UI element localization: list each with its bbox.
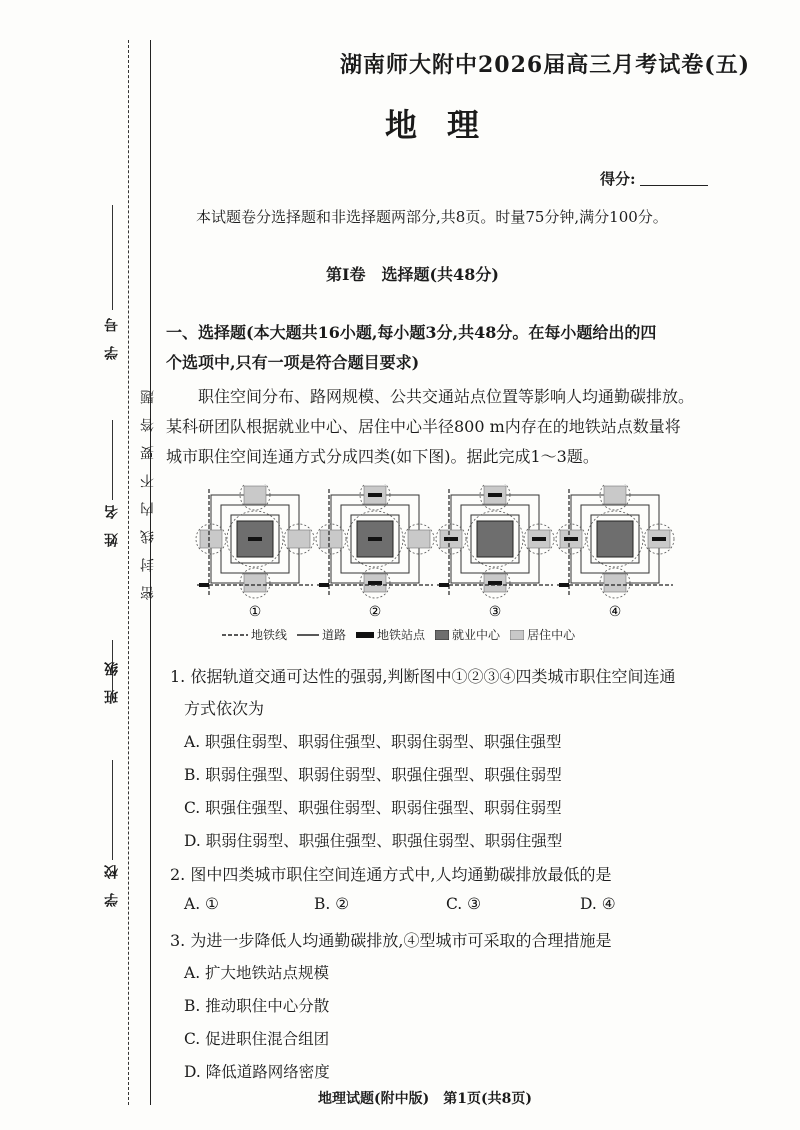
score-label: 得分: [600, 170, 636, 188]
residence-center [408, 530, 430, 548]
question-2-option-c[interactable]: C. ③ [446, 895, 482, 913]
figure-panel-label: ② [368, 604, 382, 620]
question-2-option-a[interactable]: A. ① [184, 895, 219, 913]
student-id-label: 学 号 [104, 318, 120, 360]
question-2-option-b[interactable]: B. ② [314, 895, 350, 913]
legend-residence: 居住中心 [510, 626, 575, 643]
question-3-option-c[interactable]: C. 促进职住混合组团 [184, 1030, 330, 1048]
figure-panel-label: ③ [488, 604, 502, 620]
question-3-stem: 3. 为进一步降低人均通勤碳排放,④型城市可采取的合理措施是 [170, 931, 612, 950]
figure-panel-3 [436, 484, 554, 620]
figure-panel-label: ① [248, 604, 262, 620]
residence-center [604, 486, 626, 504]
score-field [600, 168, 708, 189]
question-1-option-d[interactable]: D. 职弱住弱型、职强住强型、职强住弱型、职弱住强型 [184, 832, 563, 850]
question-2-stem: 2. 图中四类城市职住空间连通方式中,人均通勤碳排放最低的是 [170, 865, 612, 884]
commute-pattern-figure [195, 484, 675, 624]
figure-panel-1 [196, 484, 314, 620]
question-3-option-b[interactable]: B. 推动职住中心分散 [184, 997, 330, 1015]
part1-title: 第Ⅰ卷 选择题(共48分) [326, 265, 499, 284]
passage: 职住空间分布、路网规模、公共交通站点位置等影响人均通勤碳排放。 某科研团队根据就业中心、居住中心半径800 m内存在的地铁站点数量将 城市职住空间连通方式分成四类(如下图)。据此完成1～3题。 [166, 387, 695, 466]
figure-panel-label: ④ [608, 604, 622, 620]
exam-intro: 本试题卷分选择题和非选择题两部分,共8页。时量75分钟,满分100分。 [196, 208, 668, 226]
subway-station [559, 583, 569, 587]
subway-station [248, 537, 262, 541]
class-label: 班 级 [104, 662, 120, 704]
page-footer: 地理试题(附中版) 第1页(共8页) [318, 1091, 532, 1107]
subway-station [564, 537, 578, 541]
student-id-blank[interactable] [112, 205, 113, 310]
subway-station [199, 583, 209, 587]
school-label: 学 校 [104, 865, 120, 907]
legend-station: 地铁站点 [356, 626, 425, 643]
question-1-option-a[interactable]: A. 职强住弱型、职弱住强型、职弱住弱型、职强住强型 [184, 733, 562, 751]
name-blank[interactable] [112, 420, 113, 500]
school-blank[interactable] [112, 760, 113, 860]
figure-legend [222, 626, 575, 643]
legend-road: 道路 [322, 628, 347, 642]
employment-center [477, 521, 513, 557]
subway-station [488, 493, 502, 497]
subject-title: 地理 [385, 106, 510, 144]
name-label: 姓 名 [104, 505, 120, 547]
question-3-option-d[interactable]: D. 降低道路网络密度 [184, 1063, 330, 1081]
question-3-option-a[interactable]: A. 扩大地铁站点规模 [184, 964, 330, 982]
subway-station [532, 537, 546, 541]
subway-station [319, 583, 329, 587]
residence-center [244, 486, 266, 504]
question-1-stem: 1. 依据轨道交通可达性的强弱,判断图中①②③④四类城市职住空间连通 [170, 667, 676, 686]
section-heading: 一、选择题(本大题共16小题,每小题3分,共48分。在每小题给出的四 个选项中,只有一项是符合题目要求) [166, 323, 657, 372]
score-blank[interactable] [640, 185, 708, 186]
question-1-option-b[interactable]: B. 职弱住强型、职弱住弱型、职强住强型、职强住弱型 [184, 766, 562, 784]
question-1-stem-cont: 方式依次为 [184, 699, 265, 718]
figure-panel-4 [556, 484, 674, 620]
legend-employment: 就业中心 [435, 626, 500, 643]
residence-center [244, 574, 266, 592]
exam-title: 湖南师大附中2026届高三月考试卷(五) [340, 52, 751, 78]
subway-station [444, 537, 458, 541]
residence-center [604, 574, 626, 592]
residence-center [288, 530, 310, 548]
question-2-option-d[interactable]: D. ④ [580, 895, 616, 913]
residence-center [320, 530, 342, 548]
subway-station [439, 583, 449, 587]
seal-warning: 密 封 线 内 不 要 答 题 [140, 390, 156, 600]
employment-center [597, 521, 633, 557]
subway-station [368, 537, 382, 541]
residence-center [200, 530, 222, 548]
subway-station [368, 493, 382, 497]
subway-station [652, 537, 666, 541]
binding-dashed-line [128, 40, 129, 1105]
question-1-option-c[interactable]: C. 职强住强型、职强住弱型、职弱住强型、职弱住弱型 [184, 799, 562, 817]
legend-subway-line: 地铁线 [251, 628, 288, 642]
figure-panel-2 [316, 484, 434, 620]
